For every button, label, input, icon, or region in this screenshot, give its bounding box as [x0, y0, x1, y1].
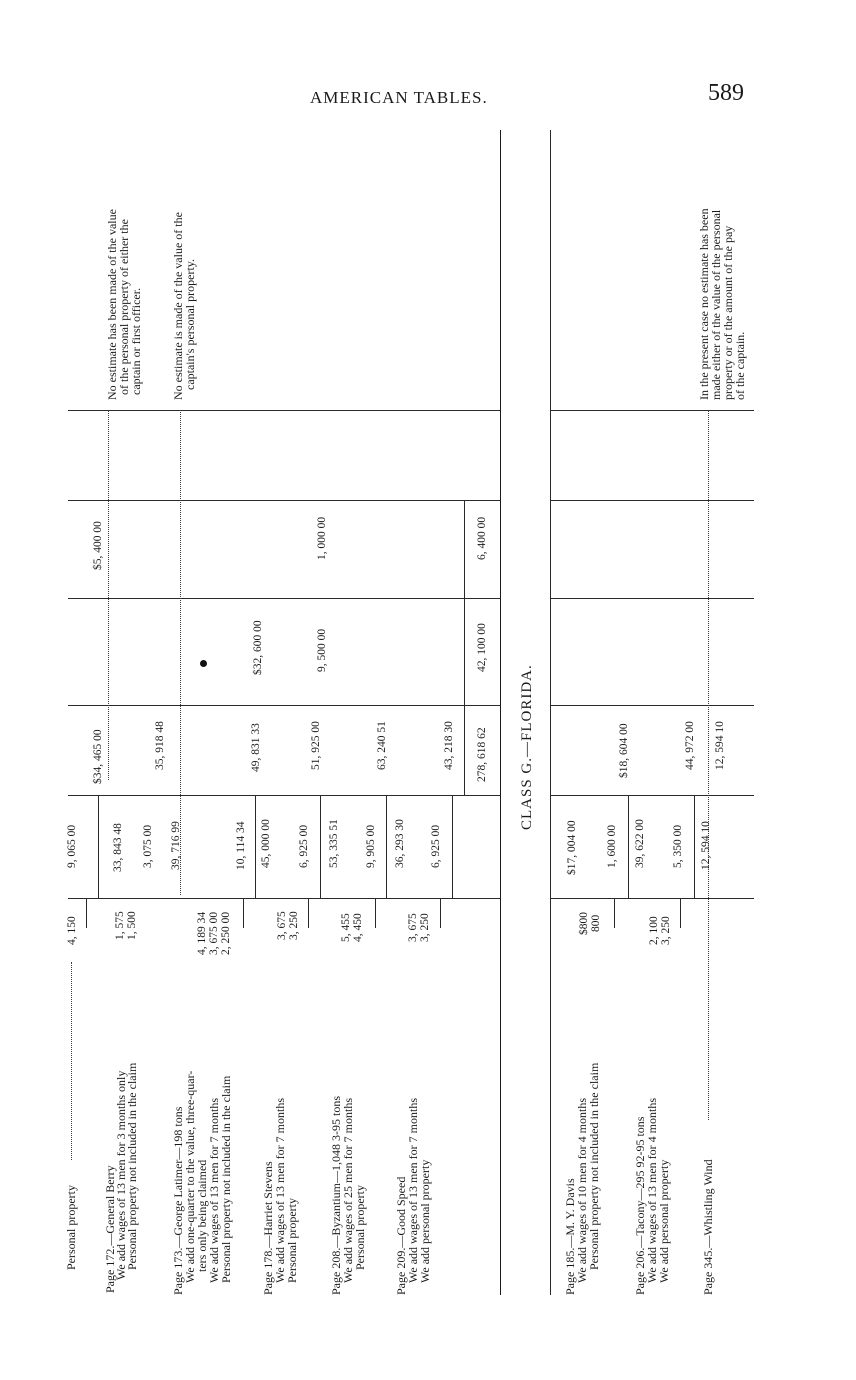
column-rule — [550, 500, 754, 501]
entry-value: 39, 622 00 — [634, 819, 646, 868]
entry-detail: We add wages of 13 men for 7 months — [207, 1098, 221, 1283]
note-line: In the present case no estimate has been — [697, 208, 711, 400]
entry-value: 1, 600 00 — [606, 824, 618, 868]
column-rule — [550, 898, 754, 899]
entry-detail: Personal property — [353, 1185, 367, 1270]
note-line: No estimate has been made of the value — [105, 209, 119, 400]
entry-value: 3, 075 00 — [142, 824, 154, 868]
bracket-rule — [386, 795, 387, 898]
column-rule — [550, 410, 754, 411]
bracket-rule — [628, 795, 629, 898]
note-line: of the personal property of either the — [117, 219, 131, 395]
entry-value: 12, 594 10 — [714, 721, 726, 770]
entry-value: 1, 500 — [126, 911, 138, 940]
entry-value: $17, 004 00 — [566, 820, 578, 875]
row-value: 9, 065 00 — [66, 824, 78, 868]
class-heading: CLASS G.—FLORIDA. — [519, 664, 535, 830]
bracket-rule — [614, 898, 615, 928]
entry-value: 800 — [590, 914, 602, 932]
column-rule — [68, 598, 500, 599]
entry-detail: We add one-quarter to the value, three-quar- — [183, 1070, 197, 1283]
total-value: 278, 618 62 — [476, 727, 488, 782]
entry-detail: We add wages of 13 men for 3 months only — [114, 1070, 128, 1280]
entry-value: 12, 594 10 — [700, 821, 712, 870]
entry-value: 9, 500 00 — [316, 628, 328, 672]
entry-value: 45, 000 00 — [260, 819, 272, 868]
bracket-rule — [243, 898, 244, 928]
row-value: 4, 150 — [66, 916, 78, 945]
entry-detail: We add personal property — [657, 1159, 671, 1283]
entry-value: 9, 905 00 — [365, 824, 377, 868]
entry-title: Page 345.—Whistling Wind — [701, 1159, 715, 1295]
bracket-rule — [440, 898, 441, 928]
entry-detail: We add personal property — [418, 1159, 432, 1283]
entry-value: 3, 675 00 — [208, 911, 220, 955]
note-line: No estimate is made of the value of the — [171, 212, 185, 400]
bracket-rule — [98, 795, 99, 898]
entry-detail: Personal property — [285, 1198, 299, 1283]
entry-value: 39, 716 99 — [170, 821, 182, 870]
note-line: of the captain. — [733, 331, 747, 400]
note-line: made either of the value of the personal — [709, 209, 723, 400]
total-value: 6, 400 00 — [476, 516, 488, 560]
entry-value: 44, 972 00 — [684, 721, 696, 770]
total-value: 42, 100 00 — [476, 623, 488, 672]
entry-value: $32, 600 00 — [252, 620, 264, 675]
entry-detail: ters only being claimed — [195, 1159, 209, 1272]
leader-dots — [71, 962, 72, 1160]
entry-value: 4, 450 — [352, 913, 364, 942]
entry-title: Page 208.—Byzantium—1,048 3-95 tons — [329, 1096, 343, 1295]
entry-value: 53, 335 51 — [328, 819, 340, 868]
bracket-rule — [255, 795, 256, 898]
entry-value: 2, 250 00 — [220, 911, 232, 955]
entry-value: 33, 843 48 — [112, 823, 124, 872]
column-rule — [550, 598, 754, 599]
entry-value: $34, 465 00 — [92, 729, 104, 784]
entry-value: 3, 250 — [419, 913, 431, 942]
column-rule — [68, 898, 500, 899]
entry-value: 1, 000 00 — [316, 516, 328, 560]
running-title: AMERICAN TABLES. — [310, 88, 488, 107]
entry-title: Page 172.—General Berry — [103, 1165, 117, 1293]
entry-detail: Personal property not included in the claim — [125, 1062, 139, 1270]
entry-title: Page 206.—Tacony—295 92-95 tons — [633, 1116, 647, 1295]
bracket-rule — [452, 795, 453, 898]
row-label: Personal property — [64, 1185, 78, 1270]
table-divider — [550, 130, 551, 1295]
entry-detail: We add wages of 13 men for 4 months — [645, 1098, 659, 1283]
column-rule — [550, 795, 754, 796]
entry-detail: Personal property not included in the claim — [219, 1075, 233, 1283]
entry-detail: We add wages of 10 men for 4 months — [575, 1098, 589, 1283]
column-rule — [68, 410, 500, 411]
entry-value: 36, 293 30 — [394, 819, 406, 868]
entry-value: 43, 218 30 — [443, 721, 455, 770]
entry-value: 6, 925 00 — [430, 824, 442, 868]
bracket-rule — [464, 500, 465, 795]
note-line: captain's personal property. — [183, 258, 197, 390]
entry-title: Page 178.—Harriet Stevens — [261, 1161, 275, 1295]
leader-dots — [180, 410, 181, 895]
entry-value: $5, 400 00 — [92, 521, 104, 570]
entry-detail: We add wages of 13 men for 7 months — [273, 1098, 287, 1283]
entry-value: 3, 675 — [276, 911, 288, 940]
column-rule — [68, 705, 500, 706]
entry-value: $800 — [578, 912, 590, 935]
bracket-rule — [680, 898, 681, 928]
page-number: 589 — [708, 80, 744, 106]
table-divider — [500, 130, 501, 1295]
entry-value: 63, 240 51 — [376, 721, 388, 770]
entry-value: 4, 189 34 — [196, 911, 208, 955]
entry-title: Page 209.—Good Speed — [394, 1176, 408, 1295]
entry-value: $18, 604 00 — [618, 723, 630, 778]
column-rule — [550, 705, 754, 706]
entry-value: 51, 925 00 — [310, 721, 322, 770]
entry-value: 35, 918 48 — [154, 721, 166, 770]
leader-dots — [108, 410, 109, 780]
ink-dot — [200, 660, 207, 667]
entry-value: 2, 100 — [648, 916, 660, 945]
entry-detail: We add wages of 13 men for 7 months — [406, 1098, 420, 1283]
entry-value: 49, 831 33 — [250, 723, 262, 772]
bracket-rule — [320, 795, 321, 898]
note-line: captain or first officer. — [129, 287, 143, 395]
entry-value: 1, 575 — [114, 911, 126, 940]
bracket-rule — [308, 898, 309, 928]
column-rule — [68, 500, 500, 501]
entry-title: Page 173.—George Latimer—198 tons — [171, 1106, 185, 1295]
entry-value: 3, 250 — [288, 911, 300, 940]
leader-dots — [708, 410, 709, 1120]
bracket-rule — [375, 898, 376, 928]
entry-detail: Personal property not included in the claim — [587, 1062, 601, 1270]
entry-value: 3, 250 — [660, 916, 672, 945]
entry-value: 10, 114 34 — [235, 821, 247, 870]
note-line: property or of the amount of the pay — [721, 225, 735, 400]
column-rule — [68, 795, 500, 796]
entry-value: 5, 350 00 — [672, 824, 684, 868]
bracket-rule — [86, 898, 87, 928]
entry-detail: We add wages of 25 men for 7 months — [341, 1098, 355, 1283]
entry-value: 5, 455 — [340, 913, 352, 942]
entry-value: 3, 675 — [407, 913, 419, 942]
bracket-rule — [694, 795, 695, 898]
entry-value: 6, 925 00 — [298, 824, 310, 868]
entry-title: Page 185.—M. Y. Davis — [563, 1178, 577, 1295]
